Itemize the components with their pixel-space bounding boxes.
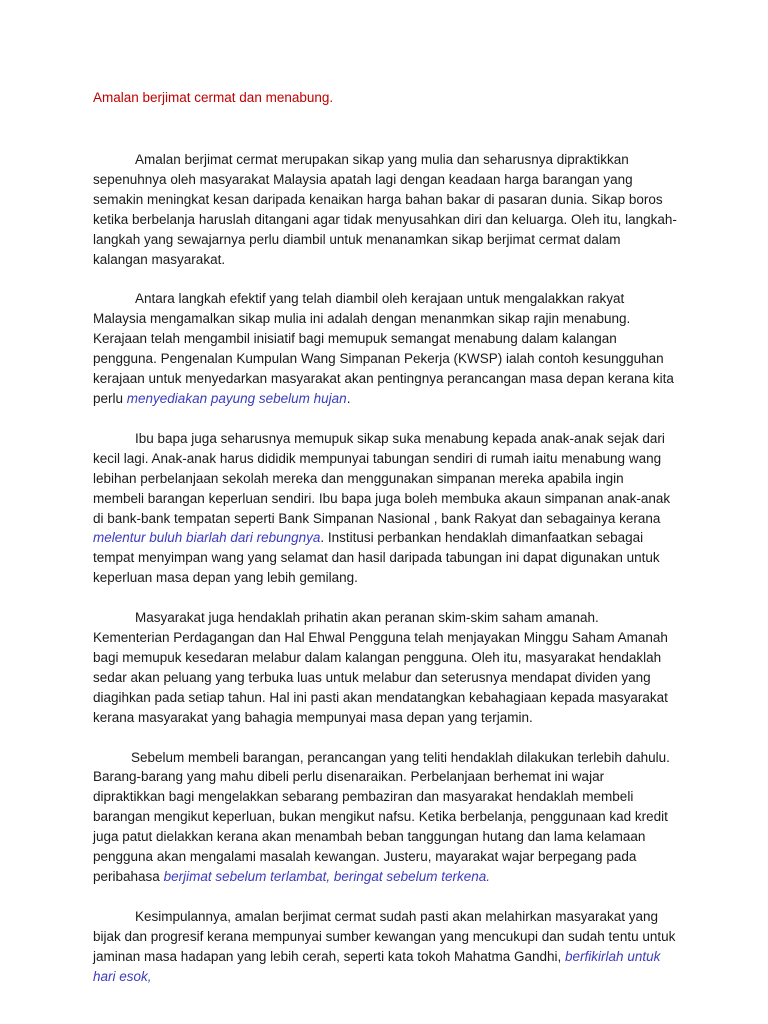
paragraph-1-text: Amalan berjimat cermat merupakan sikap yang mulia dan seharusnya dipraktikkan sepenuhnya oleh masyarakat Malaysia apatah lagi dengan keadaan harga barangan yang semakin meningkat kesan daripada kenaikan harga bahan bakar di pasaran dunia. Sikap boros ketika berbelanja haruslah ditangani agar tidak menyusahkan diri dan keluarga. Oleh itu, langkah-langkah yang sewajarnya perlu diambil untuk menanamkan sikap berjimat cermat dalam kalangan masyarakat. — [93, 152, 677, 267]
paragraph-4 — [93, 608, 678, 727]
paragraph-3-text: Ibu bapa juga seharusnya memupuk sikap suka menabung kepada anak-anak sejak dari kecil lagi. Anak-anak harus dididik mempunyai tabungan sendiri di rumah iaitu menabung wang lebihan perbelanjaan sekolah mereka dan menggunakan simpanan mereka apabila ingin membeli barangan keperluan sendiri. Ibu bapa juga boleh membuka akaun simpanan anak-anak di bank-bank tempatan seperti Bank Simpanan Nasional , bank Rakyat dan sebagainya kerana — [93, 430, 671, 526]
paragraph-2-proverb: menyediakan payung sebelum hujan — [126, 390, 347, 406]
paragraph-1 — [93, 150, 678, 269]
paragraph-2-text: Antara langkah efektif yang telah diambil oleh kerajaan untuk mengalakkan rakyat Malaysia mengamalkan sikap mulia ini adalah dengan menanmkan sikap rajin menabung. Kerajaan telah mengambil inisiatif bagi memupuk semangat menabung dalam kalangan pengguna. Pengenalan Kumpulan Wang Simpanan Pekerja (KWSP) ialah contoh kesungguhan kerajaan untuk menyedarkan masyarakat akan pentingnya perancangan masa depan kerana kita perlu — [93, 291, 674, 406]
paragraph-2-text-end: . — [346, 390, 351, 406]
paragraph-2 — [93, 289, 678, 408]
paragraph-5 — [93, 748, 678, 887]
paragraph-6 — [93, 907, 678, 987]
document-title: Amalan berjimat cermat dan menabung. — [93, 90, 334, 105]
paragraph-4-text: Masyarakat juga hendaklah prihatin akan peranan skim-skim saham amanah. Kementerian Perdagangan dan Hal Ehwal Pengguna telah menjayakan Minggu Saham Amanah bagi memupuk kesedaran melabur dalam kalangan pengguna. Oleh itu, masyarakat hendaklah sedar akan peluang yang terbuka luas untuk melabur dan seterusnya mendapat dividen yang diagihkan pada setiap tahun. Hal ini pasti akan mendatangkan kebahagiaan kepada masyarakat kerana masyarakat yang bahagia mempunyai masa depan yang terjamin. — [93, 610, 668, 725]
paragraph-5-proverb: berjimat sebelum terlambat, beringat sebelum terkena. — [163, 869, 490, 884]
paragraph-6-text: Kesimpulannya, amalan berjimat cermat sudah pasti akan melahirkan masyarakat yang bijak dan progresif kerana mempunyai sumber kewangan yang mencukupi dan sudah tentu untuk jaminan masa hadapan yang lebih cerah, seperti kata tokoh Mahatma Gandhi, — [93, 908, 676, 964]
paragraph-6-quote: berfikirlah untuk hari esok, — [93, 948, 661, 984]
paragraph-3-proverb: melentur buluh biarlah dari rebungnya — [93, 530, 321, 546]
paragraph-3 — [93, 429, 678, 588]
paragraph-5-text: Sebelum membeli barangan, perancangan yang teliti hendaklah dilakukan terlebih dahulu. Barang-barang yang mahu dibeli perlu disenaraikan. Perbelanjaan berhemat ini wajar dipraktikkan bagi mengelakkan sebarang pembaziran dan masyarakat hendaklah membeli barangan mengikut keperluan, bukan mengikut nafsu. Ketika berbelanja, penggunaan kad kredit juga patut dielakkan kerana akan menambah beban tanggungan hutang dan lama kelamaan pengguna akan mengalami masalah kewangan. Justeru, mayarakat wajar berpegang pada peribahasa — [93, 749, 670, 884]
paragraph-3-text-end: . Institusi perbankan hendaklah dimanfaatkan sebagai tempat menyimpan wang yang selamat dan hasil daripada tabungan ini dapat digunakan untuk keperluan masa depan yang lebih gemilang. — [93, 530, 660, 586]
